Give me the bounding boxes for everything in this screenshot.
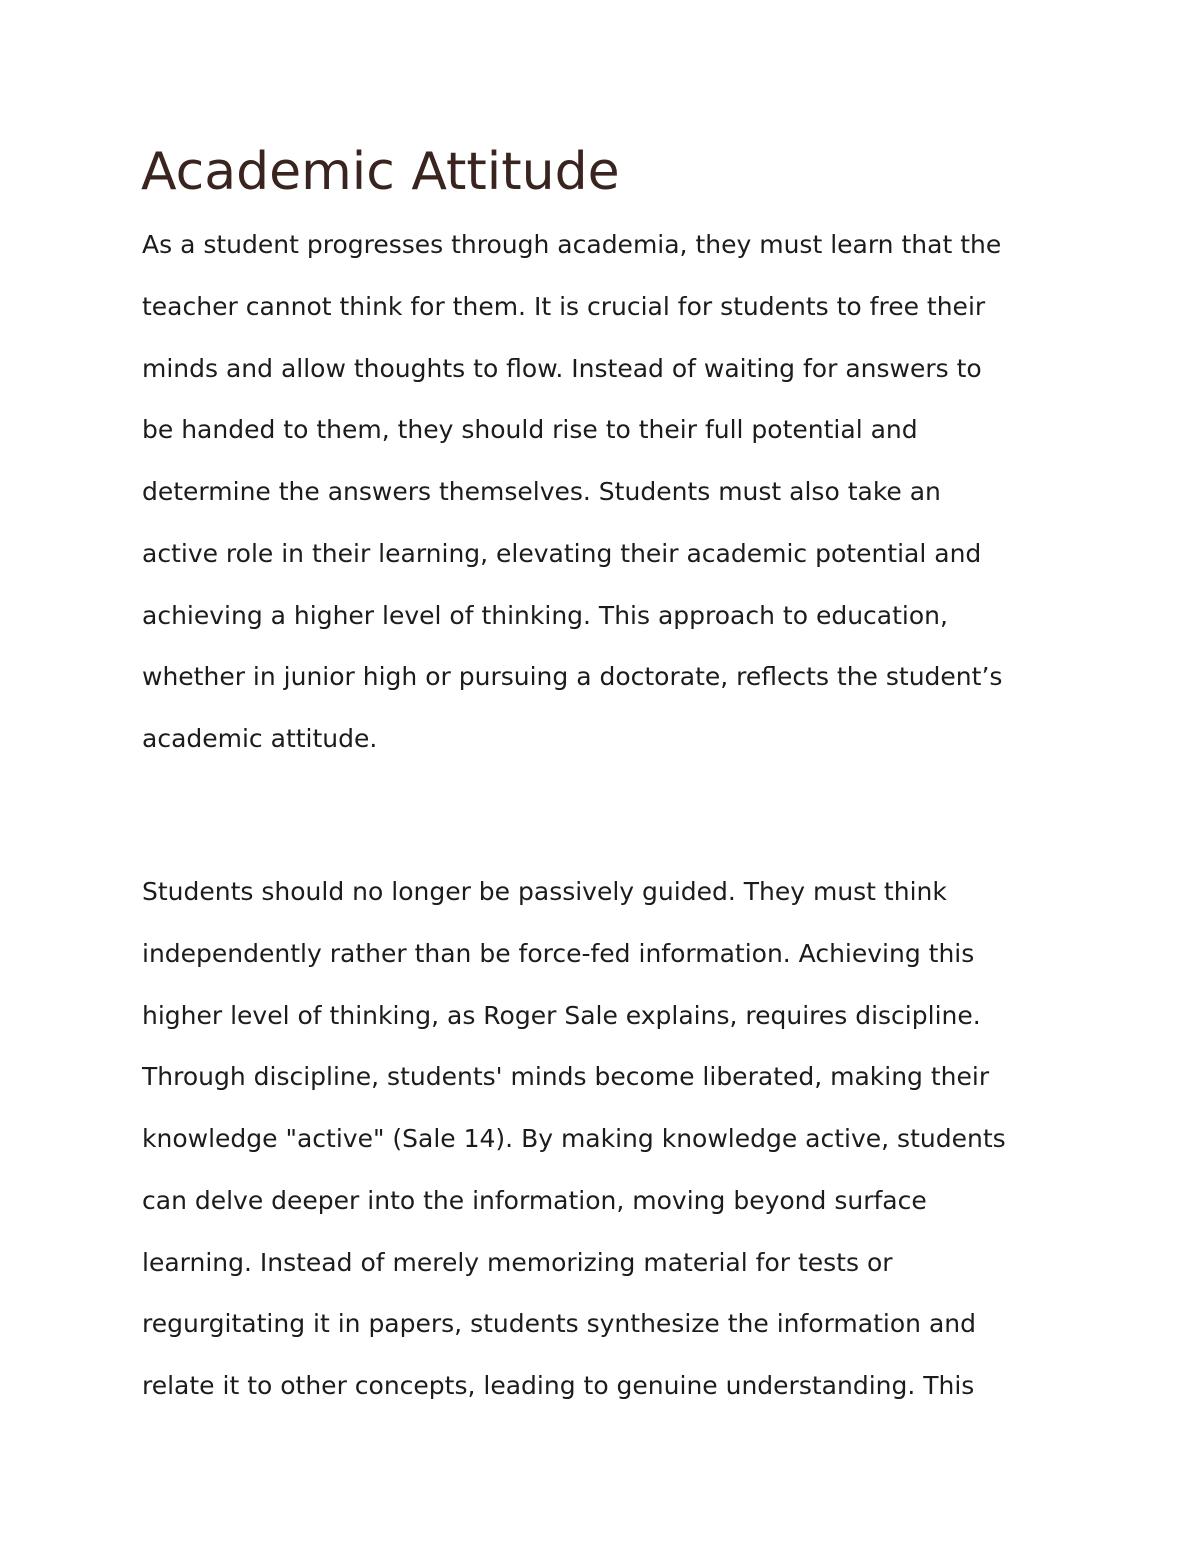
text-line: achieving a higher level of thinking. This approach to education, bbox=[142, 600, 948, 630]
text-line: Through discipline, students' minds become liberated, making their bbox=[142, 1062, 990, 1092]
text-line: teacher cannot think for them. It is crucial for students to free their bbox=[142, 291, 986, 321]
text-line: determine the answers themselves. Students must also take an bbox=[142, 477, 941, 506]
text-line: higher level of thinking, as Roger Sale explains, requires discipline. bbox=[142, 1000, 981, 1030]
document-title: Academic Attitude bbox=[141, 142, 620, 202]
text-line: active role in their learning, elevating their academic potential and bbox=[142, 538, 982, 568]
paragraph-1 bbox=[142, 226, 1002, 782]
text-line: relate it to other concepts, leading to genuine understanding. This bbox=[142, 1371, 975, 1400]
text-line: As a student progresses through academia, they must learn that the bbox=[142, 230, 1002, 259]
text-line: minds and allow thoughts to flow. Instead of waiting for answers to bbox=[142, 353, 982, 383]
text-line: regurgitating it in papers, students synthesize the information and bbox=[142, 1309, 976, 1339]
paragraph-2 bbox=[142, 873, 1006, 1429]
text-line: be handed to them, they should rise to their full potential and bbox=[142, 415, 918, 445]
text-line: learning. Instead of merely memorizing material for tests or bbox=[142, 1247, 893, 1277]
text-line: knowledge "active" (Sale 14). By making knowledge active, students bbox=[142, 1124, 1006, 1153]
text-line: academic attitude. bbox=[142, 724, 378, 753]
text-line: can delve deeper into the information, moving beyond surface bbox=[142, 1185, 927, 1215]
text-line: independently rather than be force-fed information. Achieving this bbox=[142, 938, 975, 968]
text-line: whether in junior high or pursuing a doctorate, reflects the student’s bbox=[142, 662, 1003, 692]
text-line: Students should no longer be passively guided. They must think bbox=[142, 877, 947, 906]
